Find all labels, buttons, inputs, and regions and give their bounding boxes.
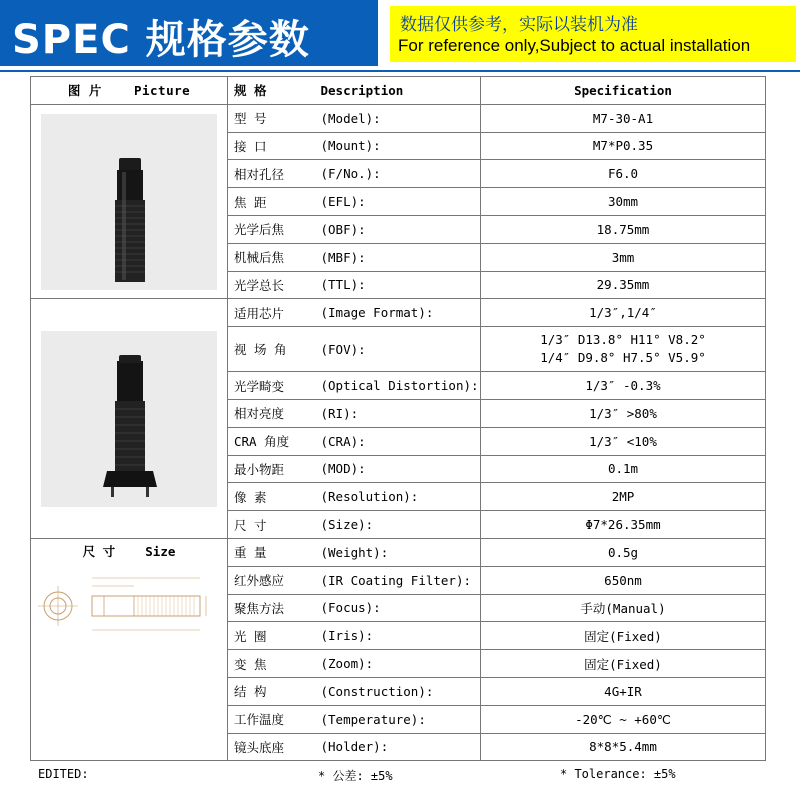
row-value: -20℃ ~ +60℃ (481, 705, 766, 733)
header-picture: 图 片 Picture (31, 77, 228, 105)
row-label-en: (IR Coating Filter): (313, 566, 481, 594)
row-value: 3mm (481, 243, 766, 271)
table-row (31, 538, 766, 566)
reference-note-en: For reference only,Subject to actual installation (398, 36, 751, 55)
row-label-en: (OBF): (313, 215, 481, 243)
row-value: 0.1m (481, 455, 766, 483)
row-label-cn: 变 焦 (228, 650, 313, 678)
fov-line-2: 1/4″ D9.8° H7.5° V5.9° (540, 350, 706, 366)
row-value: 30mm (481, 188, 766, 216)
dimension-drawing-cell (31, 538, 228, 760)
row-label-cn: 光学总长 (228, 271, 313, 299)
dimension-drawing (34, 566, 224, 646)
row-value: 1/3″ >80% (481, 399, 766, 427)
row-label-cn: 光学后焦 (228, 215, 313, 243)
row-value: Φ7*26.35mm (481, 511, 766, 539)
row-label-cn: 视 场 角 (228, 327, 313, 372)
row-value: 2MP (481, 483, 766, 511)
row-label-en: (Focus): (313, 594, 481, 622)
row-label-cn: CRA 角度 (228, 427, 313, 455)
row-label-en: (Holder): (313, 733, 481, 761)
row-value: 手动(Manual) (481, 594, 766, 622)
row-label-en: (MBF): (313, 243, 481, 271)
row-label-cn: 相对亮度 (228, 399, 313, 427)
row-label-cn: 重 量 (228, 538, 313, 566)
row-label-cn: 适用芯片 (228, 299, 313, 327)
lens-photo-holder (41, 331, 217, 507)
row-label-en: (Mount): (313, 132, 481, 160)
table-row (31, 104, 766, 132)
lens-photo-side (41, 114, 217, 290)
row-value: 650nm (481, 566, 766, 594)
row-label-en: (Iris): (313, 622, 481, 650)
row-value: 8*8*5.4mm (481, 733, 766, 761)
row-label-cn: 聚焦方法 (228, 594, 313, 622)
row-value: 1/3″ -0.3% (481, 372, 766, 400)
row-label-en: (EFL): (313, 188, 481, 216)
row-label-cn: 最小物距 (228, 455, 313, 483)
row-label-en: (Temperature): (313, 705, 481, 733)
row-label-en: (Weight): (313, 538, 481, 566)
lens-photo-cell (31, 104, 228, 299)
lens-holder-photo-cell (31, 299, 228, 539)
row-label-en: (Resolution): (313, 483, 481, 511)
reference-note-box (390, 6, 796, 62)
reference-note-cn: 数据仅供参考，实际以装机为准 (400, 15, 638, 35)
row-label-cn: 红外感应 (228, 566, 313, 594)
row-label-en: (F/No.): (313, 160, 481, 188)
footer-edited: EDITED: (38, 767, 89, 781)
row-label-en: (RI): (313, 399, 481, 427)
row-label-en: (TTL): (313, 271, 481, 299)
row-value: 1/3″ <10% (481, 427, 766, 455)
row-label-cn: 机械后焦 (228, 243, 313, 271)
footer-tolerance-en: * Tolerance: ±5% (560, 767, 676, 781)
row-label-en: (CRA): (313, 427, 481, 455)
row-value: 18.75mm (481, 215, 766, 243)
table-header-row (31, 77, 766, 105)
size-heading: 尺 寸 Size (82, 543, 176, 559)
row-label-en: (Zoom): (313, 650, 481, 678)
row-label-cn: 焦 距 (228, 188, 313, 216)
row-label-en: (Size): (313, 511, 481, 539)
row-value-fov (481, 327, 766, 372)
row-label-cn: 接 口 (228, 132, 313, 160)
banner-divider (0, 70, 800, 72)
row-value: 固定(Fixed) (481, 622, 766, 650)
row-label-en: (Image Format): (313, 299, 481, 327)
row-label-en: (Optical Distortion): (313, 372, 481, 400)
spec-banner (0, 0, 800, 66)
row-value: M7*P0.35 (481, 132, 766, 160)
row-value: 1/3″,1/4″ (481, 299, 766, 327)
row-label-en: (MOD): (313, 455, 481, 483)
row-value: 0.5g (481, 538, 766, 566)
banner-title-box (0, 0, 380, 66)
row-label-en: (Model): (313, 104, 481, 132)
row-label-cn: 工作温度 (228, 705, 313, 733)
row-label-cn: 光 圈 (228, 622, 313, 650)
row-label-en: (FOV): (313, 327, 481, 372)
table-row (31, 299, 766, 327)
spec-table (30, 76, 766, 761)
header-description-cn: 规 格 (228, 77, 313, 105)
header-description-en: Description (313, 77, 481, 105)
row-label-cn: 尺 寸 (228, 511, 313, 539)
fov-line-1: 1/3″ D13.8° H11° V8.2° (540, 332, 706, 348)
row-value: M7-30-A1 (481, 104, 766, 132)
row-value: 固定(Fixed) (481, 650, 766, 678)
row-value: 29.35mm (481, 271, 766, 299)
row-label-cn: 像 素 (228, 483, 313, 511)
row-label-cn: 镜头底座 (228, 733, 313, 761)
row-value: 4G+IR (481, 677, 766, 705)
row-label-cn: 相对孔径 (228, 160, 313, 188)
page-title: SPEC 规格参数 (12, 17, 310, 63)
footer-tolerance-cn: * 公差: ±5% (318, 769, 393, 783)
row-label-cn: 结 构 (228, 677, 313, 705)
row-label-cn: 型 号 (228, 104, 313, 132)
header-specification: Specification (481, 77, 766, 105)
row-label-cn: 光学畸变 (228, 372, 313, 400)
row-value: F6.0 (481, 160, 766, 188)
row-label-en: (Construction): (313, 677, 481, 705)
